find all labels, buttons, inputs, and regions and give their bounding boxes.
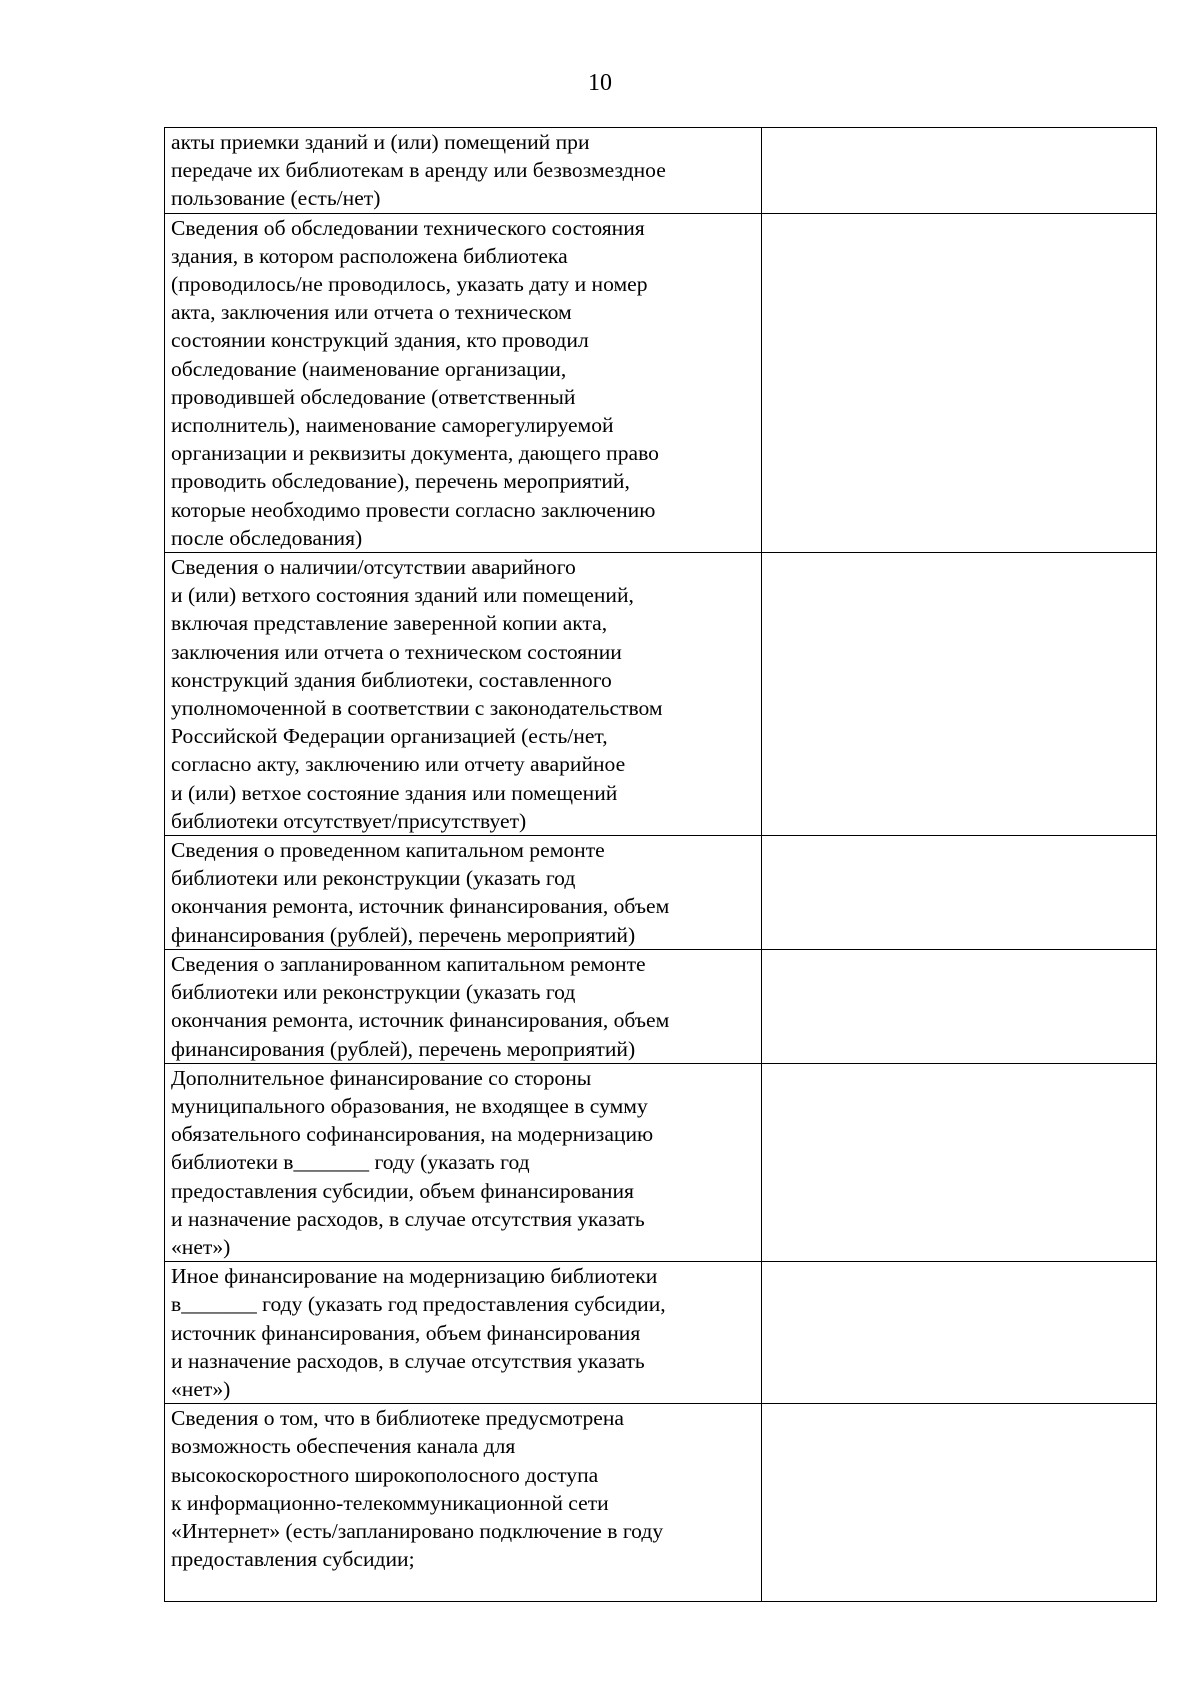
row-label: акты приемки зданий и (или) помещений при передаче их библиотекам в аренду или безвозмездное пользование (есть/нет) [165,128,762,214]
row-label: Иное финансирование на модернизацию библиотеки в_______ году (указать год предоставления субсидии, источник финансирования, объем финансирования и назначение расходов, в случае отсутствия указать «нет») [165,1262,762,1404]
row-label: Сведения об обследовании технического состояния здания, в котором расположена библиотека (проводилось/не проводилось, указать дату и номер акта, заключения или отчета о техническом состоянии конструкций здания, кто проводил обследование (наименование организации, проводившей обследование (ответственный исполнитель), наименование саморегулируемой организации и реквизиты документа, дающего право проводить обследование), перечень мероприятий, которые необходимо провести согласно заключению после обследования) [165,213,762,552]
page-number: 10 [588,70,612,96]
row-label: Сведения о наличии/отсутствии аварийного и (или) ветхого состояния зданий или помещений, включая представление заверенной копии акта, заключения или отчета о техническом состоянии конструкций здания библиотеки, составленного уполномоченной в соответствии с законодательством Российской Федерации организацией (есть/нет, согласно акту, заключению или отчету аварийное и (или) ветхое состояние здания или помещений библиотеки отсутствует/присутствует) [165,553,762,836]
table-row [165,1063,1157,1261]
table-row [165,1262,1157,1404]
form-table [164,127,1157,1602]
table-row [165,836,1157,950]
row-value-cell [762,553,1157,836]
row-label: Сведения о проведенном капитальном ремонте библиотеки или реконструкции (указать год окончания ремонта, источник финансирования, объем финансирования (рублей), перечень мероприятий) [165,836,762,950]
table-row [165,128,1157,214]
table-row [165,553,1157,836]
table-row [165,949,1157,1063]
table-row [165,213,1157,552]
row-label: Дополнительное финансирование со стороны муниципального образования, не входящее в сумму обязательного софинансирования, на модернизацию библиотеки в_______ году (указать год предоставления субсидии, объем финансирования и назначение расходов, в случае отсутствия указать «нет») [165,1063,762,1261]
table-row [165,1404,1157,1602]
row-value-cell [762,836,1157,950]
row-value-cell [762,1262,1157,1404]
row-value-cell [762,213,1157,552]
row-value-cell [762,128,1157,214]
row-value-cell [762,949,1157,1063]
row-value-cell [762,1063,1157,1261]
row-label: Сведения о том, что в библиотеке предусмотрена возможность обеспечения канала для высокоскоростного широкополосного доступа к информационно-телекоммуникационной сети «Интернет» (есть/запланировано подключение в году предоставления субсидии; [165,1404,762,1602]
row-label: Сведения о запланированном капитальном ремонте библиотеки или реконструкции (указать год окончания ремонта, источник финансирования, объем финансирования (рублей), перечень мероприятий) [165,949,762,1063]
row-value-cell [762,1404,1157,1602]
